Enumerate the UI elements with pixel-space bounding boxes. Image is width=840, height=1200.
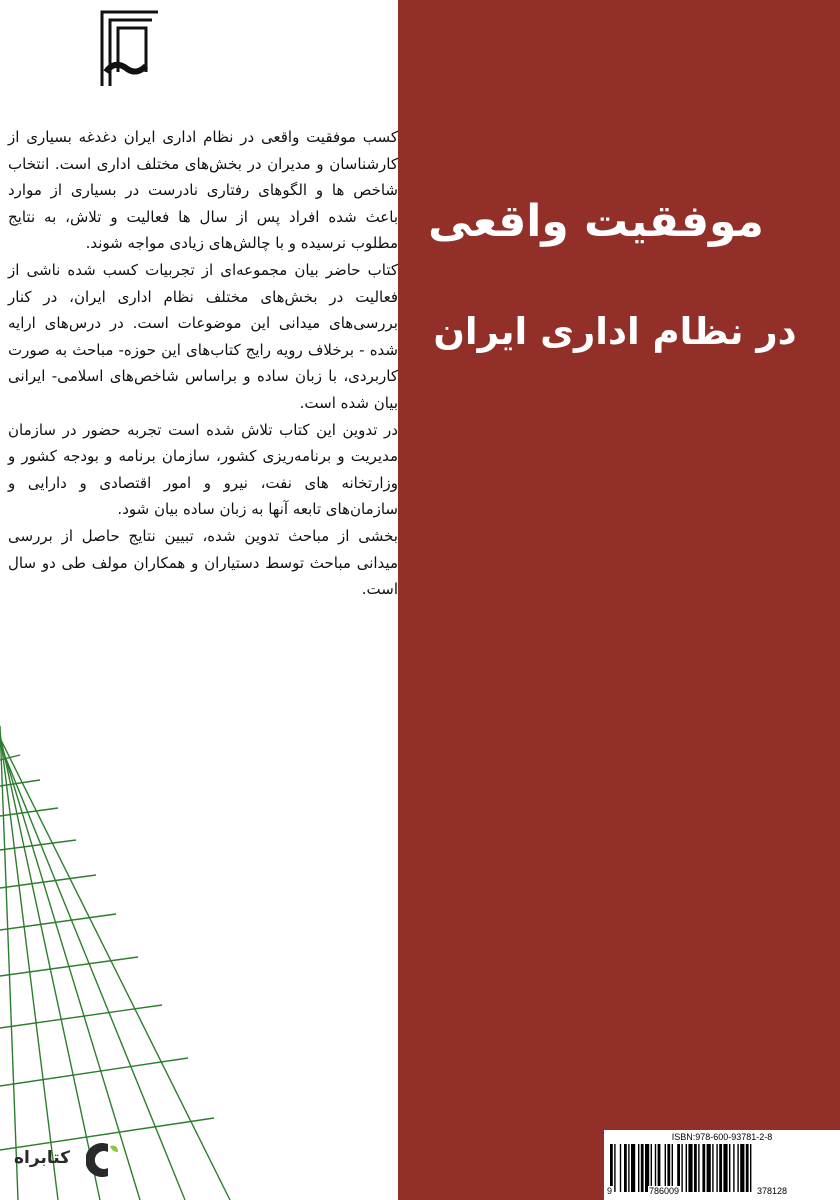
ketabrah-logo-icon [86, 1142, 120, 1178]
barcode-stripe [655, 1144, 656, 1192]
barcode-stripe [750, 1144, 751, 1192]
barcode-stripe [628, 1144, 629, 1192]
barcode-stripe [658, 1144, 661, 1192]
title-panel [398, 0, 840, 1200]
barcode-stripe [702, 1144, 705, 1192]
barcode-stripe [729, 1144, 730, 1192]
barcode-stripe [707, 1144, 711, 1192]
barcode-stripe [614, 1144, 615, 1192]
barcode-stripe [716, 1144, 717, 1192]
publisher-logo-icon [96, 2, 160, 86]
back-cover-text-panel [0, 0, 398, 1200]
barcode-bars [610, 1144, 834, 1192]
barcode-stripe [694, 1144, 697, 1192]
barcode-stripe [733, 1144, 734, 1192]
blurb-paragraph: کتاب حاضر بیان مجموعه‌ای از تجربیات کسب شده ناشی از فعالیت در بخش‌های مختلف نظام اداری ایران، در کنار بررسی‌های میدانی این موضوعات است. در درس‌های ارایه شده - برخلاف رویه رایج کتاب‌های این حوزه- مباحث به صورت کاربردی، با زبان ساده و براساس شاخص‌های اسلامی- ایرانی بیان شده است. [8, 260, 398, 412]
book-subtitle: در نظام اداری ایران [433, 310, 797, 353]
barcode-stripe [677, 1144, 680, 1192]
barcode-stripe [610, 1144, 613, 1192]
isbn-barcode [604, 1130, 840, 1200]
barcode-stripe [672, 1144, 673, 1192]
barcode-stripe [624, 1144, 627, 1192]
barcode-stripe [686, 1144, 687, 1192]
perspective-grid-graphic [0, 720, 398, 1200]
barcode-stripe [667, 1144, 670, 1192]
barcode-stripe [688, 1144, 692, 1192]
isbn-label: ISBN:978-600-93781-2-8 [671, 1132, 773, 1142]
barcode-stripe [631, 1144, 635, 1192]
blurb-paragraph: کسب موفقیت واقعی در نظام اداری ایران دغدغه بسیاری از کارشناسان و مدیران در بخش‌های مختلف اداری است. انتخاب شاخص ها و الگوهای رفتاری نادرست در بسیاری از موارد باعث شده افراد پس از سال ها فعالیت و تلاش، به نتایج مطلوب نرسیده و با چالش‌های زیادی مواجه شوند. [8, 128, 398, 253]
barcode-stripe [698, 1144, 699, 1192]
book-title: موفقیت واقعی [428, 196, 764, 247]
barcode-stripe [641, 1144, 644, 1192]
barcode-stripe [712, 1144, 713, 1192]
barcode-stripe [723, 1144, 727, 1192]
barcode-stripe [681, 1144, 682, 1192]
blurb-text [8, 124, 398, 603]
barcode-stripe [645, 1144, 649, 1192]
barcode-stripe [746, 1144, 749, 1192]
barcode-stripe [719, 1144, 722, 1192]
barcode-stripe [665, 1144, 666, 1192]
blurb-paragraph: بخشی از مباحث تدوین شده، تبیین نتایج حاصل از بررسی میدانی مباحث توسط دستیاران و همکاران مولف طی دو سال است. [8, 526, 398, 599]
barcode-stripe [620, 1144, 621, 1192]
blurb-paragraph: در تدوین این کتاب تلاش شده است تجربه حضور در سازمان مدیریت و برنامه‌ریزی کشور، سازمان برنامه و بودجه کشور و وزارتخانه های نفت، نیرو و امور اقتصادی و دارایی و سازمان‌های تابعه آنها به زبان ساده بیان شود. [8, 420, 398, 519]
barcode-stripe [737, 1144, 738, 1192]
barcode-stripe [651, 1144, 652, 1192]
barcode-lead-digit: 9 [607, 1186, 613, 1196]
barcode-left-digits: 786009 [649, 1186, 680, 1196]
ketabrah-watermark [14, 1138, 124, 1182]
barcode-stripe [740, 1144, 744, 1192]
barcode-stripe [638, 1144, 639, 1192]
watermark-text: کتابراه [14, 1148, 71, 1168]
barcode-right-digits: 378128 [757, 1186, 788, 1196]
